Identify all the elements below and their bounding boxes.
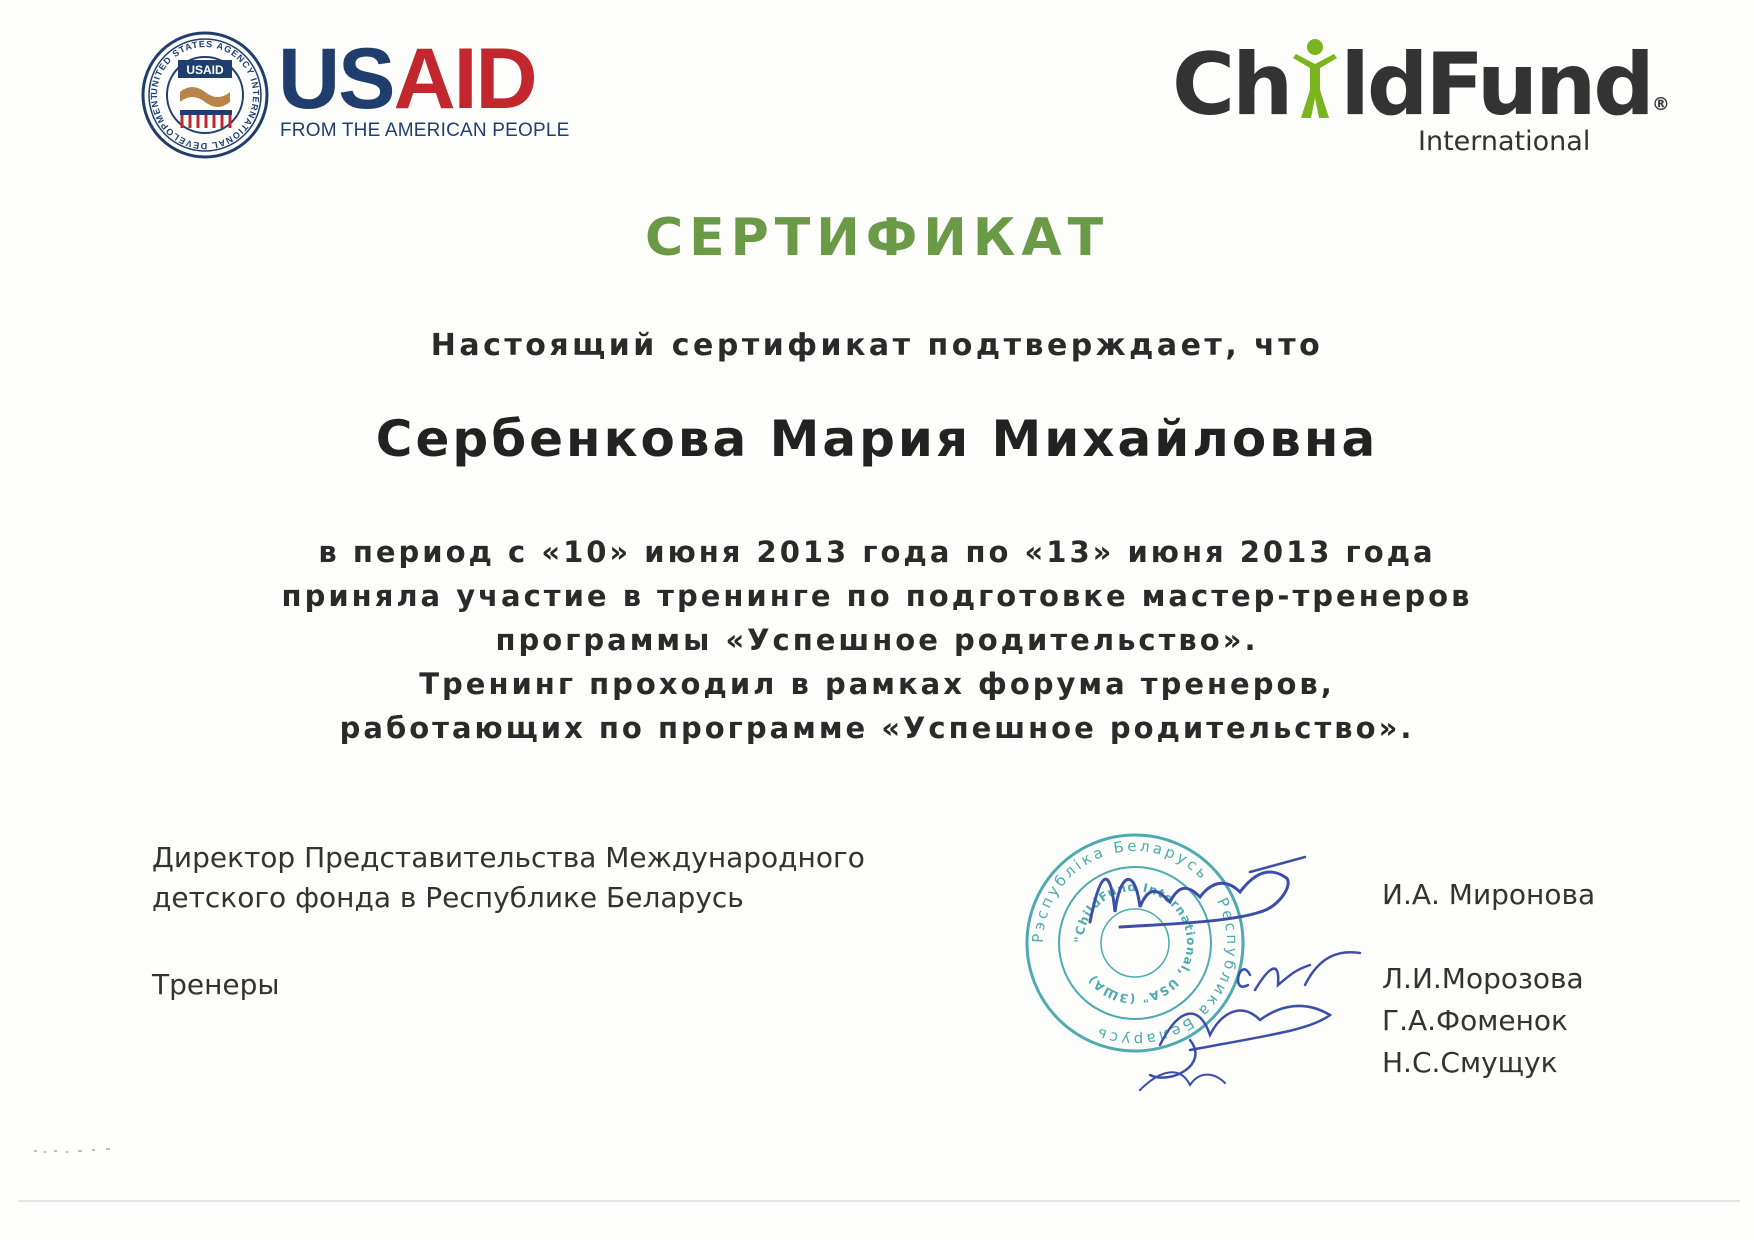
registered-mark: ® bbox=[1651, 94, 1670, 115]
childfund-logo bbox=[1172, 35, 1670, 168]
certificate-title: СЕРТИФИКАТ bbox=[644, 208, 1110, 268]
trainers-label: Тренеры bbox=[152, 968, 280, 1001]
stamp-inner-text: "ChildFund International, USA" (ЗША) bbox=[1071, 879, 1199, 1007]
childfund-wordmark-start: Ch bbox=[1172, 35, 1291, 135]
childfund-wordmark-end: ldFund bbox=[1340, 35, 1652, 135]
trainer-name: Н.С.Смущук bbox=[1382, 1046, 1558, 1079]
body-line: Тренинг проходил в рамках форума тренеров, bbox=[419, 667, 1335, 701]
usaid-seal-icon bbox=[140, 30, 270, 160]
child-figure-icon bbox=[1290, 38, 1340, 120]
director-title-line: детского фонда в Республике Беларусь bbox=[152, 881, 744, 914]
director-signature bbox=[1080, 852, 1320, 952]
usaid-seal-ring-text: UNITED STATES AGENCY INTERNATIONAL DEVELOPMENT bbox=[148, 38, 262, 152]
childfund-wordmark bbox=[1172, 35, 1670, 135]
scan-artifact bbox=[30, 1140, 190, 1160]
usaid-wordmark-us: US bbox=[278, 31, 394, 127]
certificate-lead: Настоящий сертификат подтверждает, что bbox=[430, 328, 1324, 363]
childfund-subtitle: International bbox=[1418, 126, 1591, 157]
trainer-names bbox=[1382, 958, 1584, 1084]
usaid-wordmark-aid: AID bbox=[393, 31, 536, 127]
body-line: в период с «10» июня 2013 года по «13» июня 2013 года bbox=[318, 535, 1436, 569]
director-title bbox=[152, 838, 865, 918]
body-line: работающих по программе «Успешное родительство». bbox=[339, 711, 1415, 745]
director-name: И.А. Миронова bbox=[1382, 878, 1596, 911]
body-line: приняла участие в тренинге по подготовке мастер-тренеров bbox=[281, 579, 1473, 613]
trainer-signatures bbox=[1130, 945, 1390, 1105]
certificate-body bbox=[0, 530, 1754, 750]
usaid-logo bbox=[140, 30, 570, 152]
usaid-wordmark bbox=[278, 31, 536, 127]
stamp-outer-text: Рэспубліка Беларусь · Республика Беларусь bbox=[1028, 836, 1242, 1050]
recipient-name: Сербенкова Мария Михайловна bbox=[375, 410, 1379, 468]
body-line: программы «Успешное родительство». bbox=[495, 623, 1259, 657]
usaid-seal-badge: USAID bbox=[186, 63, 224, 77]
trainer-name: Г.А.Фоменок bbox=[1382, 1004, 1568, 1037]
trainer-name: Л.И.Морозова bbox=[1382, 962, 1584, 995]
director-title-line: Директор Представительства Международного bbox=[152, 841, 865, 874]
usaid-tagline: FROM THE AMERICAN PEOPLE bbox=[280, 120, 570, 141]
